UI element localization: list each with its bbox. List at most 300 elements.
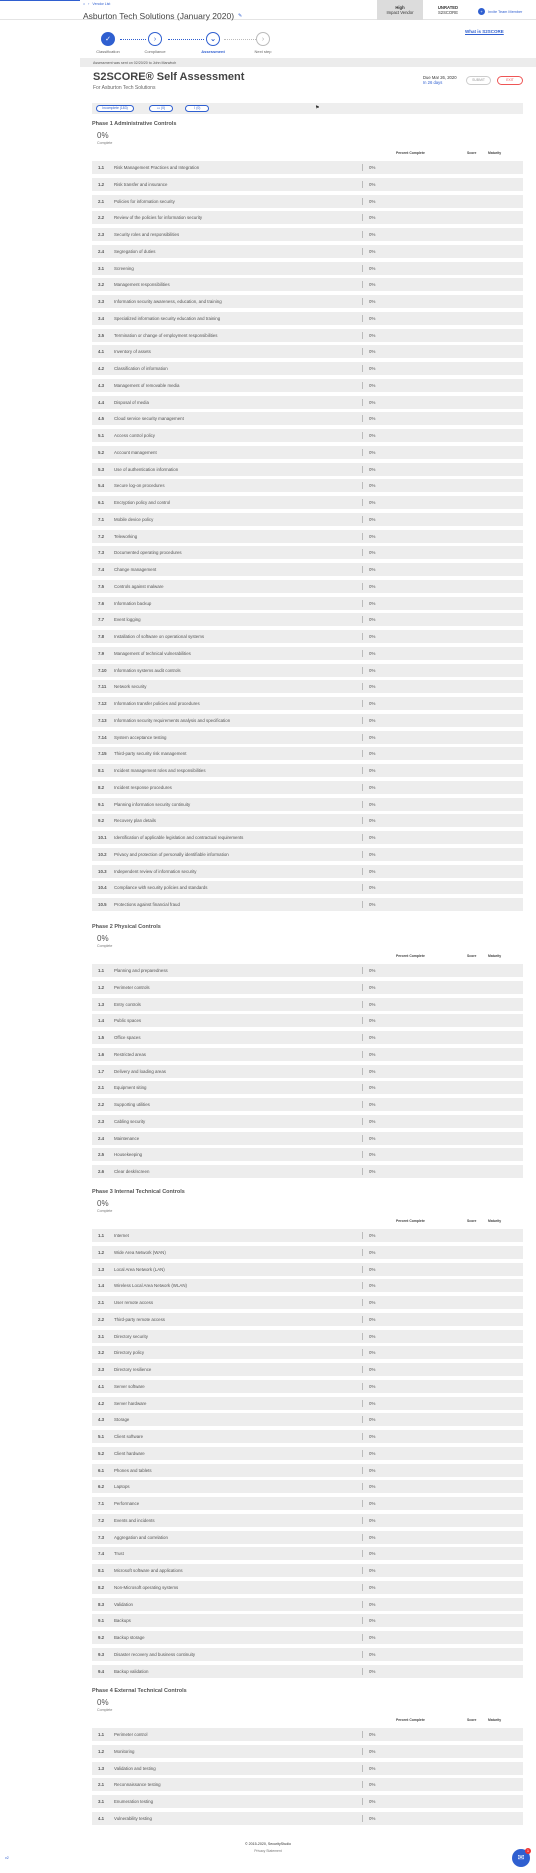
control-number: 7.7	[98, 617, 105, 623]
control-row-equipment-siting[interactable]	[92, 1081, 523, 1094]
control-row-information-backup[interactable]	[92, 597, 523, 610]
control-row-privacy-and-protection-of-personally-identifiable-information[interactable]	[92, 848, 523, 861]
control-row-policies-for-information-security[interactable]	[92, 195, 523, 208]
control-row-directory-policy[interactable]	[92, 1346, 523, 1359]
control-percent: 0%	[369, 533, 376, 539]
breadcrumb-vendor-list[interactable]: Vendor List	[92, 2, 111, 6]
row-divider	[362, 1748, 363, 1755]
control-label: Wireless Local Area Network (WLAN)	[114, 1283, 187, 1289]
control-number: 9.2	[98, 1635, 105, 1640]
control-label: Internet	[114, 1233, 129, 1238]
control-row-aggregation-and-correlation[interactable]	[92, 1531, 523, 1544]
control-row-laptops[interactable]	[92, 1480, 523, 1493]
row-divider	[362, 466, 363, 473]
control-percent: 0%	[369, 265, 376, 271]
row-divider	[362, 415, 363, 422]
chevron-right-icon: ›	[148, 32, 162, 46]
control-row-phones-and-tablets[interactable]	[92, 1464, 523, 1477]
control-row-monitoring[interactable]	[92, 1745, 523, 1758]
step-next[interactable]	[245, 32, 281, 54]
control-label: Network security	[114, 684, 147, 690]
control-percent: 0%	[369, 818, 376, 824]
control-number: 10.2	[98, 851, 107, 857]
control-row-change-management[interactable]	[92, 563, 523, 576]
control-row-housekeeping[interactable]	[92, 1148, 523, 1161]
row-divider	[362, 1534, 363, 1541]
control-row-system-acceptance-testing[interactable]	[92, 731, 523, 744]
control-number: 9.1	[98, 1618, 105, 1624]
control-number: 7.9	[98, 650, 105, 656]
control-percent: 0%	[369, 349, 376, 355]
control-number: 7.12	[98, 701, 107, 706]
control-label: Public spaces	[114, 1018, 142, 1024]
row-divider	[362, 164, 363, 171]
control-row-cabling-security[interactable]	[92, 1115, 523, 1128]
attachments-filter[interactable]	[185, 105, 209, 112]
control-row-risk-management-practices-and-integration[interactable]	[92, 161, 523, 174]
what-is-s2score-link[interactable]: What is S2SCORE	[465, 29, 504, 34]
comments-count: (0)	[161, 106, 166, 110]
control-label: Account management	[114, 449, 157, 455]
control-number: 7.3	[98, 550, 105, 556]
row-divider	[362, 1249, 363, 1256]
control-row-local-area-network-lan[interactable]	[92, 1263, 523, 1276]
control-number: 10.1	[98, 835, 107, 840]
control-number: 3.2	[98, 1350, 105, 1356]
control-label: Entry controls	[114, 1001, 141, 1007]
control-percent: 0%	[369, 1651, 376, 1657]
control-label: Client hardware	[114, 1450, 145, 1456]
control-number: 7.15	[98, 751, 107, 757]
exit-button[interactable]: EXIT	[497, 76, 523, 85]
control-label: Local Area Network (LAN)	[114, 1266, 165, 1272]
control-label: Recovery plan details	[114, 818, 156, 824]
control-number: 1.3	[98, 1266, 105, 1272]
impact-label: Impact Vendor	[386, 10, 414, 15]
step-compliance[interactable]	[137, 32, 173, 54]
control-number: 7.2	[98, 1517, 105, 1523]
control-percent: 0%	[369, 1450, 376, 1456]
control-percent: 0%	[369, 1333, 376, 1339]
control-number: 3.4	[98, 315, 105, 321]
control-row-independent-review-of-information-security[interactable]	[92, 865, 523, 878]
control-number: 7.1	[98, 1501, 105, 1506]
version-label: v2	[5, 1856, 9, 1860]
control-row-review-of-the-policies-for-information-security[interactable]	[92, 211, 523, 224]
row-divider	[362, 616, 363, 623]
control-percent: 0%	[369, 1534, 376, 1540]
invite-team-member-button[interactable]	[478, 8, 522, 15]
control-row-server-hardware[interactable]	[92, 1397, 523, 1410]
control-row-information-security-requirements-analysis-and-specification[interactable]	[92, 714, 523, 727]
control-percent: 0%	[369, 1068, 376, 1074]
control-number: 3.1	[98, 265, 105, 271]
control-row-information-systems-audit-controls[interactable]	[92, 664, 523, 677]
control-row-maintenance[interactable]	[92, 1132, 523, 1145]
control-row-classification-of-information[interactable]	[92, 362, 523, 375]
row-divider	[362, 181, 363, 188]
page-subtitle: For Asburton Tech Solutions	[93, 85, 156, 91]
due-in-text: In 26 days	[423, 80, 443, 85]
control-label: Information backup	[114, 600, 152, 606]
control-row-vulnerability-testing[interactable]	[92, 1812, 523, 1825]
control-percent: 0%	[369, 684, 376, 690]
row-divider	[362, 214, 363, 221]
submit-button[interactable]: SUBMIT	[466, 76, 491, 85]
control-percent: 0%	[369, 634, 376, 639]
control-label: Risk transfer and insurance	[114, 181, 168, 187]
control-row-trust[interactable]	[92, 1547, 523, 1560]
control-row-account-management[interactable]	[92, 446, 523, 459]
control-row-client-hardware[interactable]	[92, 1447, 523, 1460]
control-label: Controls against malware	[114, 583, 164, 589]
step-label: Classification	[96, 49, 120, 54]
column-header-score: Score	[467, 1718, 477, 1722]
control-row-client-software[interactable]	[92, 1430, 523, 1443]
control-label: Compliance with security policies and standards	[114, 885, 208, 891]
control-row-planning-information-security-continuity[interactable]	[92, 798, 523, 811]
control-percent: 0%	[369, 433, 376, 438]
row-divider	[362, 717, 363, 724]
control-label: Storage	[114, 1417, 130, 1423]
control-percent: 0%	[369, 248, 376, 254]
control-label: Information systems audit controls	[114, 667, 181, 673]
control-number: 5.1	[98, 1434, 105, 1439]
row-divider	[362, 633, 363, 640]
control-label: Review of the policies for information security	[114, 215, 203, 221]
control-row-microsoft-software-and-applications[interactable]	[92, 1564, 523, 1577]
control-percent: 0%	[369, 1102, 376, 1107]
control-row-secure-log-on-procedures[interactable]	[92, 479, 523, 492]
control-label: Housekeeping	[114, 1152, 143, 1158]
control-row-management-responsibilities[interactable]	[92, 278, 523, 291]
control-row-teleworking[interactable]	[92, 530, 523, 543]
control-number: 4.2	[98, 366, 105, 371]
control-number: 7.4	[98, 1551, 105, 1557]
row-divider	[362, 583, 363, 590]
control-number: 1.4	[98, 1018, 105, 1024]
row-divider	[362, 1118, 363, 1125]
control-row-segregation-of-duties[interactable]	[92, 245, 523, 258]
row-divider	[362, 1815, 363, 1822]
control-row-installation-of-software-on-operational-systems[interactable]	[92, 630, 523, 643]
control-row-user-remote-access[interactable]	[92, 1296, 523, 1309]
control-row-incident-response-procedures[interactable]	[92, 781, 523, 794]
control-row-disposal-of-media[interactable]	[92, 396, 523, 409]
control-number: 4.1	[98, 349, 105, 355]
comment-icon: ▭	[156, 106, 161, 110]
row-divider	[362, 901, 363, 908]
control-percent: 0%	[369, 1152, 376, 1158]
control-row-event-logging[interactable]	[92, 613, 523, 626]
control-number: 10.3	[98, 868, 107, 874]
control-row-information-transfer-policies-and-procedures[interactable]	[92, 697, 523, 710]
control-row-supporting-utilities[interactable]	[92, 1098, 523, 1111]
control-number: 4.4	[98, 399, 105, 405]
assessment-sent-note: Assessment was sent on 02/20/20 to John Marwhoh	[80, 58, 536, 67]
control-row-backup-storage[interactable]	[92, 1631, 523, 1644]
control-number: 1.3	[98, 1765, 105, 1771]
control-row-wide-area-network-wan[interactable]	[92, 1246, 523, 1259]
control-number: 8.2	[98, 784, 105, 790]
control-row-incident-management-roles-and-responsibilities[interactable]	[92, 764, 523, 777]
step-label: Assessment	[201, 49, 225, 54]
step-assessment[interactable]	[195, 32, 231, 54]
comments-filter[interactable]	[149, 105, 173, 112]
control-label: Independent review of information security	[114, 868, 197, 874]
control-label: Clear desk/screen	[114, 1169, 150, 1174]
control-percent: 0%	[369, 198, 376, 204]
control-percent: 0%	[369, 1782, 376, 1788]
control-percent: 0%	[369, 232, 376, 237]
control-percent: 0%	[369, 1169, 376, 1174]
control-row-non-microsoft-operating-systems[interactable]	[92, 1581, 523, 1594]
control-label: Mobile device policy	[114, 516, 154, 522]
control-number: 7.10	[98, 667, 107, 673]
control-number: 9.4	[98, 1668, 105, 1674]
control-number: 4.1	[98, 1383, 105, 1389]
control-row-controls-against-malware[interactable]	[92, 580, 523, 593]
control-label: Vulnerability testing	[114, 1815, 152, 1821]
control-number: 2.4	[98, 1135, 105, 1141]
row-divider	[362, 482, 363, 489]
chevron-down-icon: ⌄	[206, 32, 220, 46]
control-row-management-of-technical-vulnerabilities[interactable]	[92, 647, 523, 660]
row-divider	[362, 1483, 363, 1490]
control-number: 6.2	[98, 1484, 105, 1490]
control-label: Teleworking	[114, 533, 138, 539]
control-row-enumeration-testing[interactable]	[92, 1795, 523, 1808]
control-percent: 0%	[369, 1467, 376, 1473]
control-row-wireless-local-area-network-wlan[interactable]	[92, 1279, 523, 1292]
row-divider	[362, 600, 363, 607]
control-percent: 0%	[369, 1367, 376, 1372]
control-row-cloud-service-security-management[interactable]	[92, 412, 523, 425]
control-row-protections-against-financial-fraud[interactable]	[92, 898, 523, 911]
control-row-backup-validation[interactable]	[92, 1665, 523, 1678]
control-row-server-software[interactable]	[92, 1380, 523, 1393]
control-label: User remote access	[114, 1300, 154, 1305]
control-number: 1.2	[98, 181, 105, 187]
control-label: Server hardware	[114, 1400, 147, 1406]
control-row-security-roles-and-responsibilities[interactable]	[92, 228, 523, 241]
control-percent: 0%	[369, 1300, 376, 1305]
phase-percent: 0%	[97, 934, 109, 943]
s2score-label: S2SCORE	[437, 10, 458, 15]
column-header-percent: Percent Complete	[396, 1718, 425, 1722]
control-number: 3.3	[98, 299, 105, 304]
impact-value: High	[395, 5, 405, 10]
control-row-validation-and-testing[interactable]	[92, 1762, 523, 1775]
control-row-performance[interactable]	[92, 1497, 523, 1510]
control-number: 3.3	[98, 1367, 105, 1372]
control-row-reconnaissance-testing[interactable]	[92, 1778, 523, 1791]
control-percent: 0%	[369, 835, 376, 840]
breadcrumb	[83, 2, 110, 6]
row-divider	[362, 332, 363, 339]
control-row-internet[interactable]	[92, 1229, 523, 1242]
control-label: Identification of applicable legislation and contractual requirements	[114, 835, 244, 840]
control-row-mobile-device-policy[interactable]	[92, 513, 523, 526]
control-row-clear-desk-screen[interactable]	[92, 1165, 523, 1178]
row-divider	[362, 265, 363, 272]
control-label: Risk Management Practices and Integration	[114, 165, 200, 170]
control-row-validation[interactable]	[92, 1598, 523, 1611]
control-label: Management responsibilities	[114, 282, 170, 288]
control-number: 9.3	[98, 1651, 105, 1657]
control-label: Management of removable media	[114, 382, 180, 388]
row-divider	[362, 1068, 363, 1075]
row-divider	[362, 1266, 363, 1273]
edit-icon[interactable]: ✎	[238, 12, 243, 19]
control-row-specialized-information-security-education-and-training[interactable]	[92, 312, 523, 325]
vendor-title	[83, 11, 243, 21]
control-number: 1.1	[98, 968, 105, 973]
control-row-backups[interactable]	[92, 1614, 523, 1627]
row-divider	[362, 700, 363, 707]
phase-title: Phase 1 Administrative Controls	[92, 121, 177, 127]
control-row-risk-transfer-and-insurance[interactable]	[92, 178, 523, 191]
invite-label: Invite Team Member	[488, 9, 523, 14]
row-divider	[362, 1416, 363, 1423]
control-row-perimeter-control[interactable]	[92, 1728, 523, 1741]
control-row-entry-controls[interactable]	[92, 998, 523, 1011]
control-row-termination-or-change-of-employment-responsibilities[interactable]	[92, 329, 523, 342]
control-row-network-security[interactable]	[92, 680, 523, 693]
phase-percent: 0%	[97, 131, 109, 140]
control-percent: 0%	[369, 768, 376, 773]
control-label: Reconnaissance testing	[114, 1782, 161, 1788]
control-number: 2.3	[98, 1118, 105, 1124]
control-percent: 0%	[369, 567, 376, 572]
control-percent: 0%	[369, 583, 376, 589]
row-divider	[362, 1634, 363, 1641]
control-percent: 0%	[369, 801, 376, 807]
control-percent: 0%	[369, 851, 376, 857]
control-percent: 0%	[369, 1765, 376, 1771]
control-number: 2.2	[98, 1102, 105, 1107]
control-number: 7.3	[98, 1534, 105, 1540]
chat-button[interactable]	[512, 1849, 530, 1867]
control-row-delivery-and-loading-areas[interactable]	[92, 1065, 523, 1078]
column-header-score: Score	[467, 954, 477, 958]
chat-icon: ✉	[517, 1853, 525, 1862]
row-divider	[362, 449, 363, 456]
control-row-encryption-policy-and-control[interactable]	[92, 496, 523, 509]
control-number: 3.1	[98, 1333, 105, 1339]
control-row-directory-resilience[interactable]	[92, 1363, 523, 1376]
row-divider	[362, 281, 363, 288]
control-row-documented-operating-procedures[interactable]	[92, 546, 523, 559]
flag-icon[interactable]: ⚑	[315, 105, 320, 111]
column-header-percent: Percent Complete	[396, 954, 425, 958]
column-header-maturity: Maturity	[488, 1219, 502, 1223]
control-row-restricted-areas[interactable]	[92, 1048, 523, 1061]
due-date-text: Due Mar 26, 2020	[423, 75, 457, 80]
row-divider	[362, 1366, 363, 1373]
control-row-directory-security[interactable]	[92, 1330, 523, 1343]
control-number: 1.3	[98, 1001, 105, 1007]
control-row-inventory-of-assets[interactable]	[92, 345, 523, 358]
control-number: 1.2	[98, 984, 105, 990]
control-row-disaster-recovery-and-business-continuity[interactable]	[92, 1648, 523, 1661]
control-row-screening[interactable]	[92, 262, 523, 275]
control-number: 2.2	[98, 215, 105, 221]
control-label: Directory resilience	[114, 1367, 152, 1372]
control-percent: 0%	[369, 717, 376, 723]
control-row-access-control-policy[interactable]	[92, 429, 523, 442]
control-row-compliance-with-security-policies-and-standards[interactable]	[92, 881, 523, 894]
control-row-planning-and-preparedness[interactable]	[92, 964, 523, 977]
row-divider	[362, 851, 363, 858]
control-label: Monitoring	[114, 1748, 135, 1754]
control-label: Perimeter controls	[114, 984, 150, 990]
control-row-events-and-incidents[interactable]	[92, 1514, 523, 1527]
top-header	[0, 0, 536, 20]
control-percent: 0%	[369, 1584, 376, 1590]
control-label: Phones and tablets	[114, 1467, 152, 1473]
control-row-use-of-authentication-information[interactable]	[92, 463, 523, 476]
control-number: 7.1	[98, 516, 105, 522]
control-row-office-spaces[interactable]	[92, 1031, 523, 1044]
row-divider	[362, 1601, 363, 1608]
control-number: 10.4	[98, 885, 107, 891]
control-percent: 0%	[369, 332, 376, 338]
phase-title: Phase 2 Physical Controls	[92, 924, 161, 930]
control-number: 7.4	[98, 567, 105, 572]
control-row-perimeter-controls[interactable]	[92, 981, 523, 994]
control-percent: 0%	[369, 667, 376, 673]
step-classification[interactable]	[90, 32, 126, 54]
control-row-storage[interactable]	[92, 1413, 523, 1426]
control-row-identification-of-applicable-legislation-and-contractual-requirements[interactable]	[92, 831, 523, 844]
control-percent: 0%	[369, 315, 376, 321]
row-divider	[362, 817, 363, 824]
phase-percent-label: Complete	[97, 141, 113, 145]
row-divider	[362, 1798, 363, 1805]
control-number: 7.8	[98, 634, 105, 639]
row-divider	[362, 566, 363, 573]
column-header-maturity: Maturity	[488, 151, 502, 155]
control-number: 3.2	[98, 282, 105, 288]
control-row-information-security-awareness-education-and-training[interactable]	[92, 295, 523, 308]
control-row-third-party-security-risk-management[interactable]	[92, 747, 523, 760]
control-label: Access control policy	[114, 433, 155, 438]
control-percent: 0%	[369, 550, 376, 556]
incomplete-filter[interactable]: Incomplete (183)	[96, 105, 134, 112]
column-headers	[92, 1718, 523, 1723]
control-label: Segregation of duties	[114, 248, 156, 254]
phase-percent-label: Complete	[97, 1209, 113, 1213]
control-label: Privacy and protection of personally identifiable information	[114, 851, 229, 857]
control-label: Events and incidents	[114, 1517, 155, 1523]
control-label: Information security awareness, education, and training	[114, 299, 222, 304]
row-divider	[362, 1232, 363, 1239]
control-row-recovery-plan-details[interactable]	[92, 814, 523, 827]
row-divider	[362, 432, 363, 439]
control-number: 2.5	[98, 1152, 105, 1158]
step-label: Next step	[254, 49, 272, 54]
column-headers	[92, 1219, 523, 1224]
control-row-third-party-remote-access[interactable]	[92, 1313, 523, 1326]
row-divider	[362, 1034, 363, 1041]
home-icon[interactable]: ⌂	[83, 2, 86, 6]
privacy-link[interactable]: Privacy Statement	[254, 1849, 282, 1853]
control-number: 8.1	[98, 768, 105, 773]
row-divider	[362, 734, 363, 741]
control-row-management-of-removable-media[interactable]	[92, 379, 523, 392]
control-row-public-spaces[interactable]	[92, 1014, 523, 1027]
